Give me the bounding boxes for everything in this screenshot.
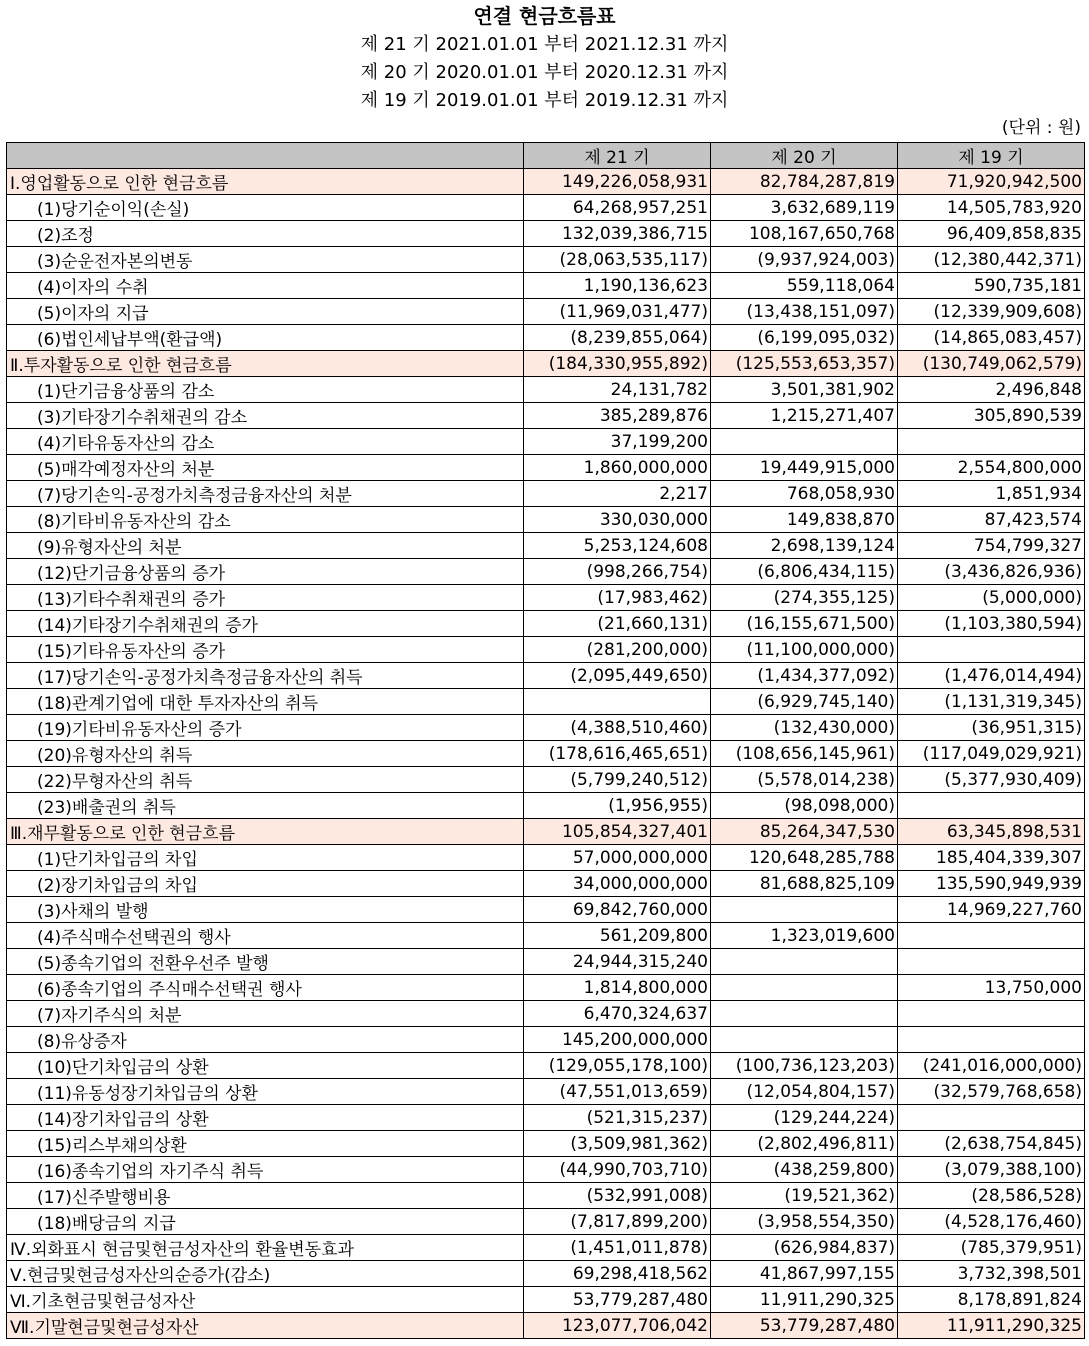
row-value-period-20: (2,802,496,811) [711, 1131, 898, 1157]
row-value-period-19: 135,590,949,939 [898, 871, 1085, 897]
table-row [7, 325, 1085, 351]
row-label: (12)단기금융상품의 증가 [7, 559, 524, 585]
row-value-period-21: (7,817,899,200) [524, 1209, 711, 1235]
row-value-period-19: 14,505,783,920 [898, 195, 1085, 221]
table-row [7, 273, 1085, 299]
row-value-period-20: (100,736,123,203) [711, 1053, 898, 1079]
row-label: (8)기타비유동자산의 감소 [7, 507, 524, 533]
row-label: (22)무형자산의 취득 [7, 767, 524, 793]
row-label: (14)기타장기수취채권의 증가 [7, 611, 524, 637]
row-label: (9)유형자산의 처분 [7, 533, 524, 559]
row-value-period-20: 19,449,915,000 [711, 455, 898, 481]
row-value-period-20: (9,937,924,003) [711, 247, 898, 273]
row-label: (4)이자의 수취 [7, 273, 524, 299]
row-label: (15)기타유동자산의 증가 [7, 637, 524, 663]
row-value-period-20 [711, 1027, 898, 1053]
row-value-period-21: 105,854,327,401 [524, 819, 711, 845]
row-value-period-19 [898, 429, 1085, 455]
table-row [7, 299, 1085, 325]
row-value-period-20: (11,100,000,000) [711, 637, 898, 663]
row-value-period-21: 64,268,957,251 [524, 195, 711, 221]
row-value-period-19 [898, 793, 1085, 819]
row-value-period-19: (5,377,930,409) [898, 767, 1085, 793]
row-label: (15)리스부채의상환 [7, 1131, 524, 1157]
row-value-period-20: 11,911,290,325 [711, 1287, 898, 1313]
row-value-period-20: 1,215,271,407 [711, 403, 898, 429]
row-value-period-19: (12,339,909,608) [898, 299, 1085, 325]
row-value-period-19: (785,379,951) [898, 1235, 1085, 1261]
table-row [7, 455, 1085, 481]
row-value-period-19 [898, 949, 1085, 975]
row-label: (19)기타비유동자산의 증가 [7, 715, 524, 741]
row-label: (17)신주발행비용 [7, 1183, 524, 1209]
row-value-period-19: (3,436,826,936) [898, 559, 1085, 585]
row-value-period-20 [711, 1001, 898, 1027]
row-label: (1)당기순이익(손실) [7, 195, 524, 221]
table-row [7, 195, 1085, 221]
row-value-period-21: 149,226,058,931 [524, 169, 711, 195]
row-label: (18)배당금의 지급 [7, 1209, 524, 1235]
row-label: (3)사채의 발행 [7, 897, 524, 923]
row-value-period-19: (1,103,380,594) [898, 611, 1085, 637]
row-value-period-20: 2,698,139,124 [711, 533, 898, 559]
table-row [7, 1209, 1085, 1235]
row-value-period-19: 3,732,398,501 [898, 1261, 1085, 1287]
table-row [7, 715, 1085, 741]
row-value-period-21: (998,266,754) [524, 559, 711, 585]
row-value-period-21 [524, 689, 711, 715]
row-value-period-20 [711, 949, 898, 975]
table-row [7, 1183, 1085, 1209]
table-row [7, 975, 1085, 1001]
row-value-period-20: (98,098,000) [711, 793, 898, 819]
row-value-period-19 [898, 1001, 1085, 1027]
row-value-period-21: 123,077,706,042 [524, 1313, 711, 1339]
row-value-period-19: 71,920,942,500 [898, 169, 1085, 195]
row-value-period-19: (130,749,062,579) [898, 351, 1085, 377]
row-value-period-19: (12,380,442,371) [898, 247, 1085, 273]
table-row [7, 247, 1085, 273]
row-value-period-19: (14,865,083,457) [898, 325, 1085, 351]
row-value-period-21: (11,969,031,477) [524, 299, 711, 325]
row-value-period-19: 8,178,891,824 [898, 1287, 1085, 1313]
row-value-period-20: (6,199,095,032) [711, 325, 898, 351]
row-value-period-20: (3,958,554,350) [711, 1209, 898, 1235]
row-value-period-20 [711, 897, 898, 923]
table-section-row [7, 819, 1085, 845]
row-value-period-20: (5,578,014,238) [711, 767, 898, 793]
header-cell-period-21: 제 21 기 [524, 143, 711, 169]
table-row [7, 663, 1085, 689]
cash-flow-table [6, 142, 1085, 1339]
row-value-period-20: (132,430,000) [711, 715, 898, 741]
row-label: (2)장기차입금의 차입 [7, 871, 524, 897]
table-row [7, 221, 1085, 247]
table-row [7, 871, 1085, 897]
row-value-period-21: (21,660,131) [524, 611, 711, 637]
row-value-period-20: (6,929,745,140) [711, 689, 898, 715]
table-section-row [7, 169, 1085, 195]
row-value-period-21: 561,209,800 [524, 923, 711, 949]
row-value-period-21: (281,200,000) [524, 637, 711, 663]
row-value-period-20: 85,264,347,530 [711, 819, 898, 845]
table-row [7, 1157, 1085, 1183]
row-value-period-21: 330,030,000 [524, 507, 711, 533]
row-value-period-21: 34,000,000,000 [524, 871, 711, 897]
row-label: (5)이자의 지급 [7, 299, 524, 325]
report-title: 연결 현금흐름표 [473, 4, 616, 28]
row-value-period-20: 41,867,997,155 [711, 1261, 898, 1287]
period-line: 제 19 기 2019.01.01 부터 2019.12.31 까지 [360, 90, 729, 111]
row-value-period-19: (32,579,768,658) [898, 1079, 1085, 1105]
table-row [7, 1001, 1085, 1027]
row-value-period-21: 69,298,418,562 [524, 1261, 711, 1287]
row-value-period-19 [898, 1027, 1085, 1053]
period-line: 제 20 기 2020.01.01 부터 2020.12.31 까지 [360, 62, 729, 83]
table-row [7, 845, 1085, 871]
row-value-period-21: 24,944,315,240 [524, 949, 711, 975]
table-section-row [7, 351, 1085, 377]
table-row [7, 767, 1085, 793]
row-value-period-19: 185,404,339,307 [898, 845, 1085, 871]
row-value-period-21: (28,063,535,117) [524, 247, 711, 273]
row-value-period-20: 108,167,650,768 [711, 221, 898, 247]
row-value-period-21: 24,131,782 [524, 377, 711, 403]
row-value-period-19: (36,951,315) [898, 715, 1085, 741]
row-label: (8)유상증자 [7, 1027, 524, 1053]
header-cell-period-19: 제 19 기 [898, 143, 1085, 169]
row-value-period-20: (6,806,434,115) [711, 559, 898, 585]
table-row [7, 741, 1085, 767]
row-value-period-19: (1,131,319,345) [898, 689, 1085, 715]
row-label: (23)배출권의 취득 [7, 793, 524, 819]
row-value-period-21: (47,551,013,659) [524, 1079, 711, 1105]
row-value-period-20: 120,648,285,788 [711, 845, 898, 871]
row-label: (6)종속기업의 주식매수선택권 행사 [7, 975, 524, 1001]
row-value-period-21: (178,616,465,651) [524, 741, 711, 767]
row-value-period-20: 53,779,287,480 [711, 1313, 898, 1339]
row-label: Ⅴ.현금및현금성자산의순증가(감소) [7, 1261, 524, 1287]
row-label: (5)매각예정자산의 처분 [7, 455, 524, 481]
row-value-period-20: 82,784,287,819 [711, 169, 898, 195]
unit-label: (단위 : 원) [1001, 118, 1081, 138]
row-value-period-19: 2,554,800,000 [898, 455, 1085, 481]
row-label: (3)순운전자본의변동 [7, 247, 524, 273]
row-value-period-19: 96,409,858,835 [898, 221, 1085, 247]
row-label: Ⅳ.외화표시 현금및현금성자산의 환율변동효과 [7, 1235, 524, 1261]
table-row [7, 377, 1085, 403]
row-value-period-20: (13,438,151,097) [711, 299, 898, 325]
table-row [7, 403, 1085, 429]
table-row [7, 429, 1085, 455]
row-value-period-19: (28,586,528) [898, 1183, 1085, 1209]
row-value-period-19: (5,000,000) [898, 585, 1085, 611]
table-row [7, 1261, 1085, 1287]
row-value-period-21: 1,860,000,000 [524, 455, 711, 481]
row-value-period-20 [711, 429, 898, 455]
row-label: (4)주식매수선택권의 행사 [7, 923, 524, 949]
row-value-period-20: (12,054,804,157) [711, 1079, 898, 1105]
row-value-period-19: 63,345,898,531 [898, 819, 1085, 845]
table-row [7, 481, 1085, 507]
row-value-period-19: (241,016,000,000) [898, 1053, 1085, 1079]
row-value-period-19: 13,750,000 [898, 975, 1085, 1001]
row-label: (3)기타장기수취채권의 감소 [7, 403, 524, 429]
table-row [7, 897, 1085, 923]
table-row [7, 923, 1085, 949]
header-cell-period-20: 제 20 기 [711, 143, 898, 169]
row-value-period-20: 81,688,825,109 [711, 871, 898, 897]
table-section-row [7, 1313, 1085, 1339]
row-label: Ⅰ.영업활동으로 인한 현금흐름 [7, 169, 524, 195]
row-label: (17)당기손익-공정가치측정금융자산의 취득 [7, 663, 524, 689]
row-value-period-21: (532,991,008) [524, 1183, 711, 1209]
row-value-period-21: 53,779,287,480 [524, 1287, 711, 1313]
row-label: (4)기타유동자산의 감소 [7, 429, 524, 455]
table-row [7, 1079, 1085, 1105]
row-value-period-20: 559,118,064 [711, 273, 898, 299]
row-value-period-20: 1,323,019,600 [711, 923, 898, 949]
header-cell-blank [7, 143, 524, 169]
table-row [7, 793, 1085, 819]
row-value-period-19: (1,476,014,494) [898, 663, 1085, 689]
row-label: (10)단기차입금의 상환 [7, 1053, 524, 1079]
row-label: Ⅲ.재무활동으로 인한 현금흐름 [7, 819, 524, 845]
table-row [7, 689, 1085, 715]
row-value-period-20: (16,155,671,500) [711, 611, 898, 637]
table-row [7, 637, 1085, 663]
row-value-period-21: (3,509,981,362) [524, 1131, 711, 1157]
row-label: Ⅱ.투자활동으로 인한 현금흐름 [7, 351, 524, 377]
row-value-period-21: 2,217 [524, 481, 711, 507]
row-value-period-21: (5,799,240,512) [524, 767, 711, 793]
row-label: (2)조정 [7, 221, 524, 247]
table-row [7, 949, 1085, 975]
row-label: (1)단기차입금의 차입 [7, 845, 524, 871]
row-label: Ⅶ.기말현금및현금성자산 [7, 1313, 524, 1339]
row-label: (14)장기차입금의 상환 [7, 1105, 524, 1131]
table-row [7, 1287, 1085, 1313]
row-value-period-19 [898, 923, 1085, 949]
row-value-period-21: 385,289,876 [524, 403, 711, 429]
row-value-period-20: (626,984,837) [711, 1235, 898, 1261]
row-label: (11)유동성장기차입금의 상환 [7, 1079, 524, 1105]
row-value-period-21: (8,239,855,064) [524, 325, 711, 351]
row-label: (7)자기주식의 처분 [7, 1001, 524, 1027]
table-row [7, 1053, 1085, 1079]
row-label: (20)유형자산의 취득 [7, 741, 524, 767]
row-value-period-21: 37,199,200 [524, 429, 711, 455]
row-label: (1)단기금융상품의 감소 [7, 377, 524, 403]
row-label: (6)법인세납부액(환급액) [7, 325, 524, 351]
row-value-period-21: (17,983,462) [524, 585, 711, 611]
row-value-period-20: (108,656,145,961) [711, 741, 898, 767]
table-row [7, 559, 1085, 585]
row-value-period-21: (2,095,449,650) [524, 663, 711, 689]
row-label: (18)관계기업에 대한 투자자산의 취득 [7, 689, 524, 715]
row-label: (5)종속기업의 전환우선주 발행 [7, 949, 524, 975]
row-value-period-19: (2,638,754,845) [898, 1131, 1085, 1157]
row-value-period-20: 3,632,689,119 [711, 195, 898, 221]
row-value-period-19: 305,890,539 [898, 403, 1085, 429]
row-value-period-20: 149,838,870 [711, 507, 898, 533]
row-value-period-20: (274,355,125) [711, 585, 898, 611]
row-value-period-21: 69,842,760,000 [524, 897, 711, 923]
row-value-period-19: 2,496,848 [898, 377, 1085, 403]
row-value-period-21: (1,956,955) [524, 793, 711, 819]
row-label: Ⅵ.기초현금및현금성자산 [7, 1287, 524, 1313]
row-value-period-19: 11,911,290,325 [898, 1313, 1085, 1339]
table-header-row [7, 143, 1085, 169]
table-row [7, 1105, 1085, 1131]
table-row [7, 1131, 1085, 1157]
row-value-period-20: 768,058,930 [711, 481, 898, 507]
row-value-period-19: 1,851,934 [898, 481, 1085, 507]
row-value-period-19: (117,049,029,921) [898, 741, 1085, 767]
row-value-period-20: (125,553,653,357) [711, 351, 898, 377]
row-value-period-21: 57,000,000,000 [524, 845, 711, 871]
row-value-period-20: 3,501,381,902 [711, 377, 898, 403]
table-row [7, 1027, 1085, 1053]
row-value-period-21: 1,814,800,000 [524, 975, 711, 1001]
table-row [7, 507, 1085, 533]
row-value-period-19: 754,799,327 [898, 533, 1085, 559]
row-value-period-21: (44,990,703,710) [524, 1157, 711, 1183]
row-value-period-21: (4,388,510,460) [524, 715, 711, 741]
row-value-period-20: (438,259,800) [711, 1157, 898, 1183]
row-value-period-21: 1,190,136,623 [524, 273, 711, 299]
row-value-period-19: (4,528,176,460) [898, 1209, 1085, 1235]
row-value-period-19: 590,735,181 [898, 273, 1085, 299]
row-value-period-19 [898, 1105, 1085, 1131]
table-row [7, 585, 1085, 611]
row-value-period-21: 145,200,000,000 [524, 1027, 711, 1053]
row-value-period-21: (521,315,237) [524, 1105, 711, 1131]
row-value-period-21: (129,055,178,100) [524, 1053, 711, 1079]
row-label: (7)당기손익-공정가치측정금융자산의 처분 [7, 481, 524, 507]
row-value-period-20: (19,521,362) [711, 1183, 898, 1209]
row-label: (16)종속기업의 자기주식 취득 [7, 1157, 524, 1183]
row-value-period-21: 5,253,124,608 [524, 533, 711, 559]
row-value-period-19: 14,969,227,760 [898, 897, 1085, 923]
row-value-period-21: (184,330,955,892) [524, 351, 711, 377]
row-value-period-21: (1,451,011,878) [524, 1235, 711, 1261]
row-value-period-20: (1,434,377,092) [711, 663, 898, 689]
row-value-period-19: 87,423,574 [898, 507, 1085, 533]
table-row [7, 611, 1085, 637]
report-header [0, 1, 1089, 115]
row-value-period-19 [898, 637, 1085, 663]
row-value-period-19: (3,079,388,100) [898, 1157, 1085, 1183]
period-line: 제 21 기 2021.01.01 부터 2021.12.31 까지 [360, 34, 729, 55]
row-value-period-20 [711, 975, 898, 1001]
row-value-period-21: 6,470,324,637 [524, 1001, 711, 1027]
table-row [7, 533, 1085, 559]
row-label: (13)기타수취채권의 증가 [7, 585, 524, 611]
table-row [7, 1235, 1085, 1261]
row-value-period-21: 132,039,386,715 [524, 221, 711, 247]
row-value-period-20: (129,244,224) [711, 1105, 898, 1131]
